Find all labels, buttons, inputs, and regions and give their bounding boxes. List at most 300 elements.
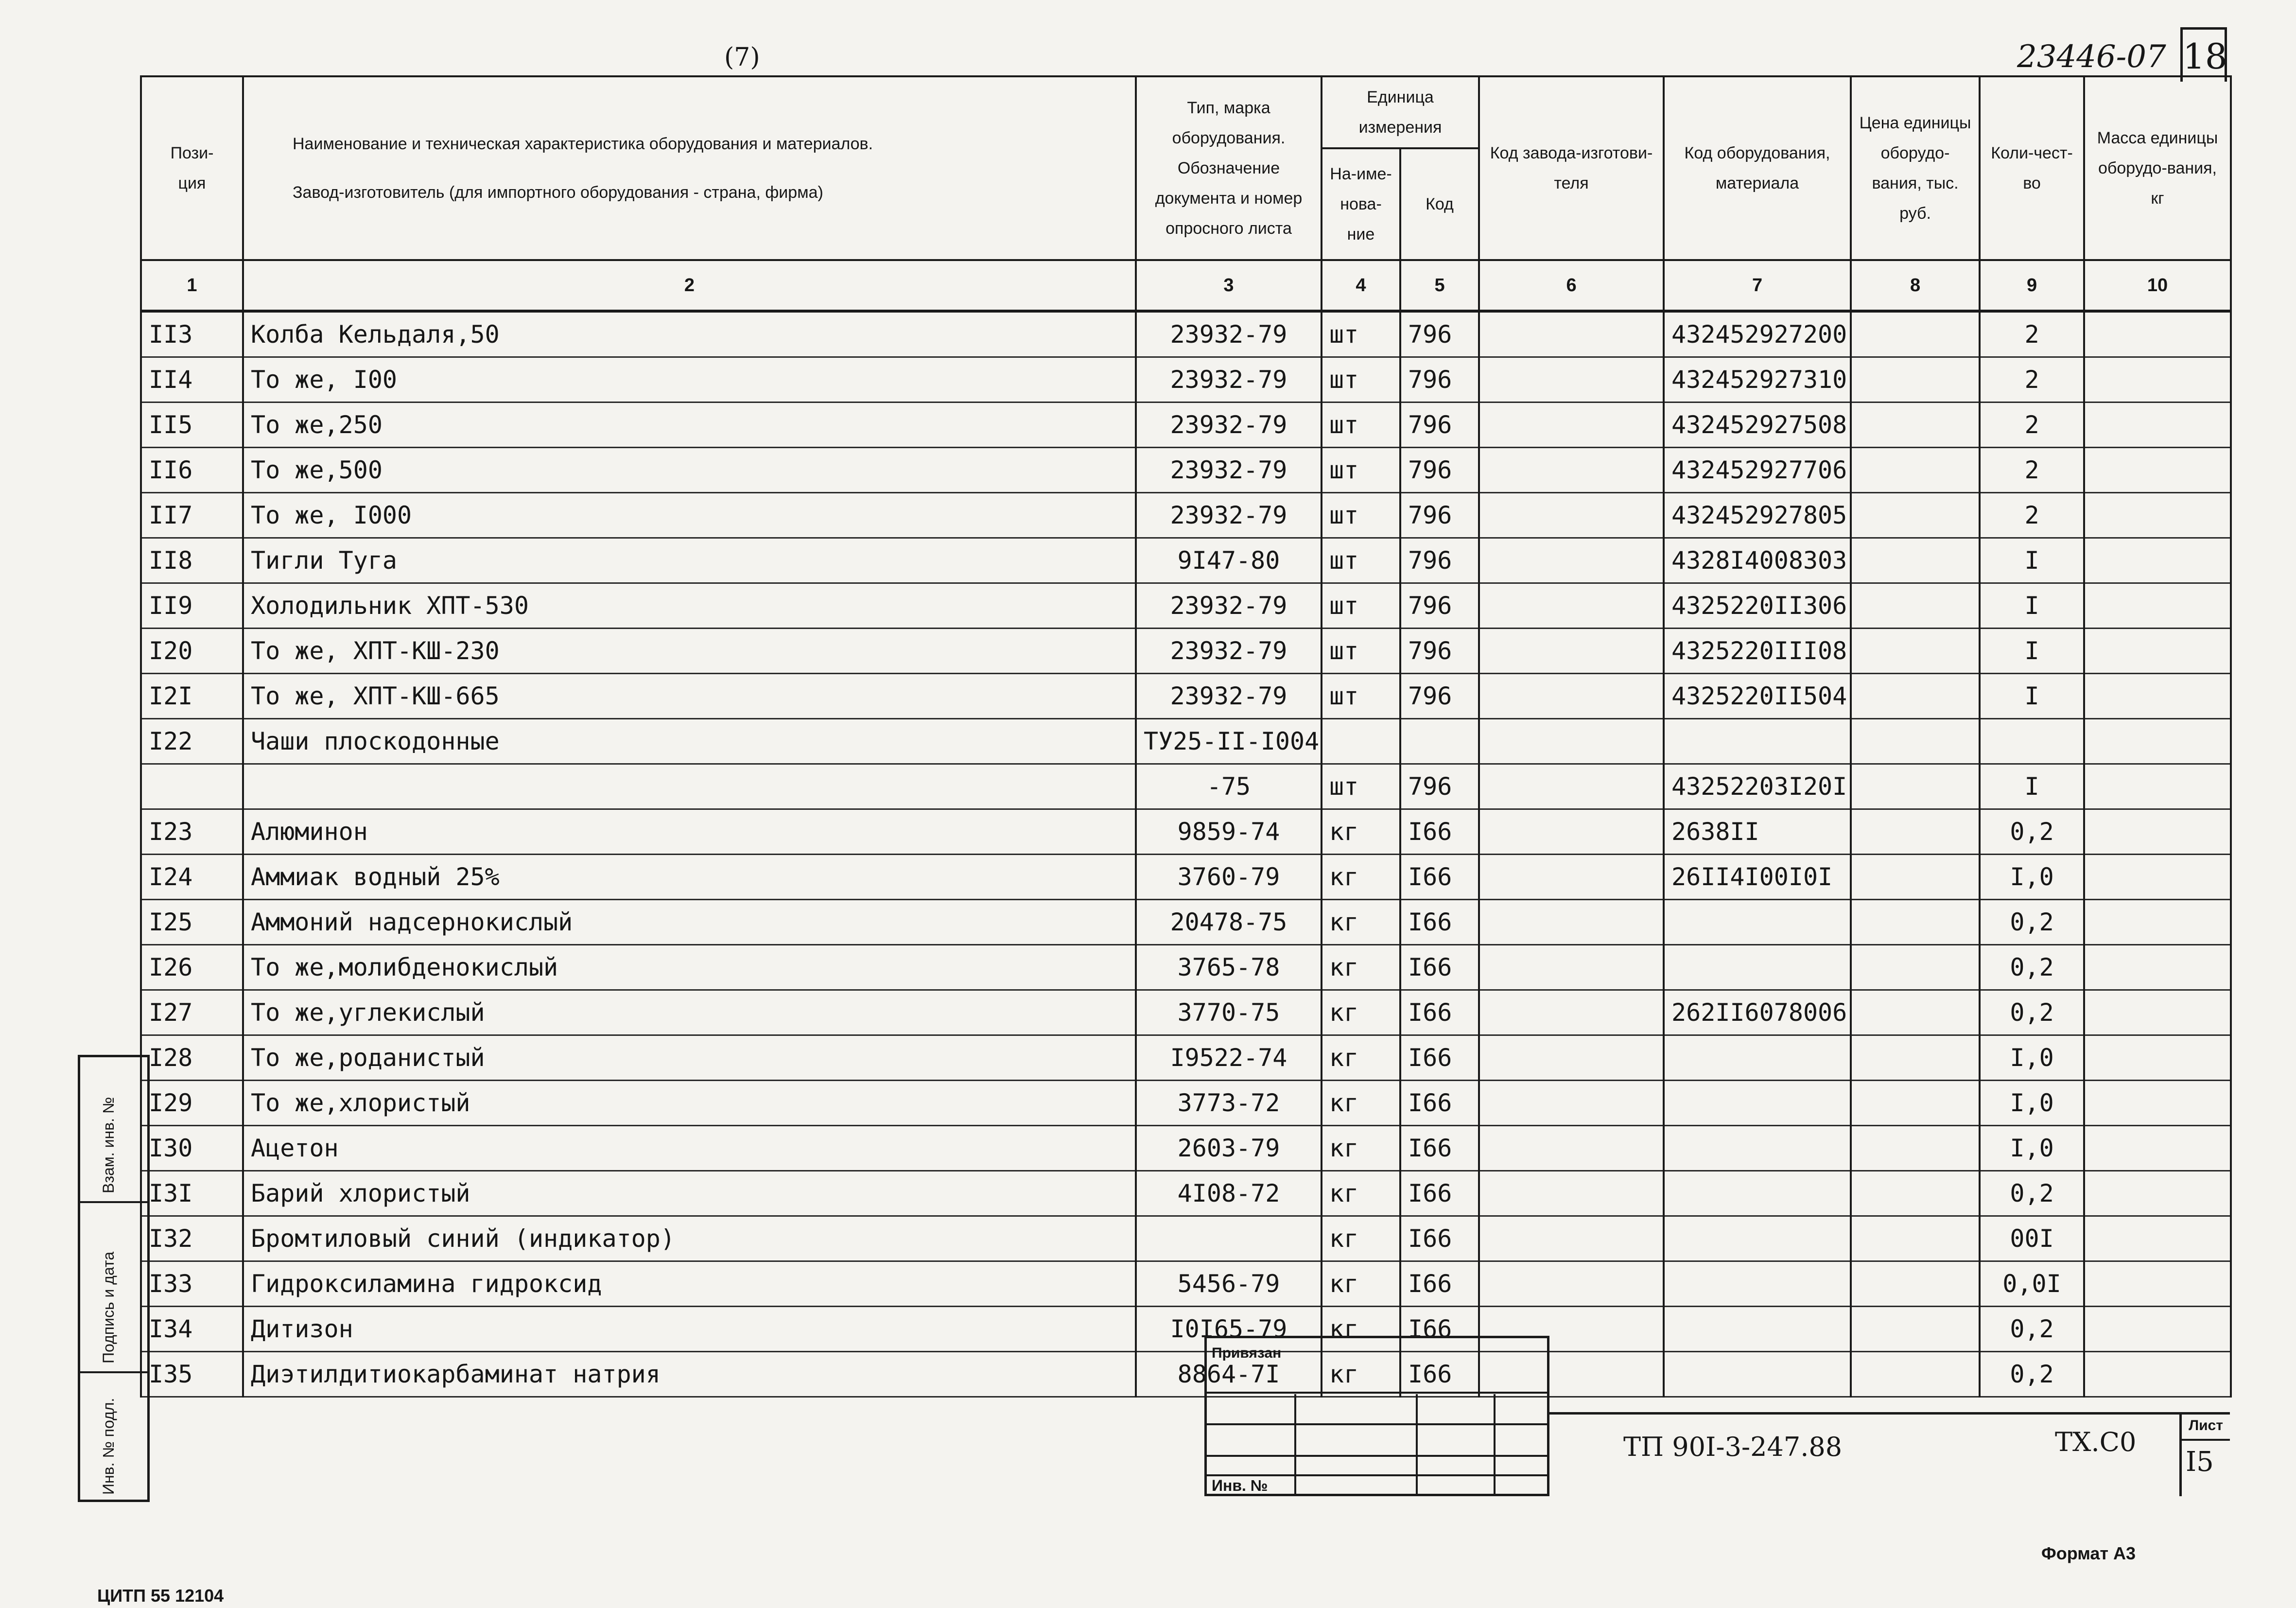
mass-cell [2084,357,2231,402]
equipment-code-cell [1664,1261,1851,1307]
unit-code-cell: 796 [1400,402,1479,448]
equipment-code-cell: 432452927805 [1664,493,1851,538]
mass-cell [2084,1216,2231,1261]
table-row [141,1216,2231,1261]
column-header-price: Цена единицы оборудо-вания, тыс. руб. [1851,76,1980,260]
mass-cell [2084,402,2231,448]
price-cell [1851,855,1980,900]
plant-code-cell [1479,583,1664,629]
unit-code-cell: I66 [1400,1171,1479,1216]
equipment-code-cell [1664,1081,1851,1126]
document-cell: 9859-74 [1136,809,1322,855]
document-cell: 2603-79 [1136,1126,1322,1171]
column-number: 2 [243,260,1136,311]
column-number: 3 [1136,260,1322,311]
document-cell: 23932-79 [1136,402,1322,448]
table-row [141,629,2231,674]
document-cell: -75 [1136,764,1322,809]
position-cell: I23 [141,809,243,855]
stamp-label-replaced-inv: Взам. инв. № [100,1097,117,1193]
unit-name-cell: кг [1322,900,1400,945]
mass-cell [2084,1126,2231,1171]
stamp-cell-replaced-inv [80,1057,147,1203]
price-cell [1851,583,1980,629]
position-cell: II4 [141,357,243,402]
plant-code-cell [1479,1126,1664,1171]
document-cell: 8864-7I [1136,1352,1322,1397]
equipment-code-cell: 432452927310 [1664,357,1851,402]
quantity-cell: I [1980,538,2084,583]
stamp-label-signature-date: Подпись и дата [100,1251,117,1363]
position-cell: I34 [141,1307,243,1352]
position-cell: I2I [141,674,243,719]
plant-code-cell [1479,629,1664,674]
name-cell: Бромтиловый синий (индикатор) [243,1216,1136,1261]
plant-code-cell [1479,1081,1664,1126]
quantity-cell: I [1980,764,2084,809]
column-header-unit-name: На-име-нова-ние [1322,148,1400,260]
quantity-cell: 0,2 [1980,900,2084,945]
plant-code-cell [1479,900,1664,945]
document-cell [1136,1216,1322,1261]
equipment-code-cell: 262II6078006 [1664,990,1851,1035]
column-header-equipment-code: Код оборудования, материала [1664,76,1851,260]
sheet-number: 18 [2180,27,2227,82]
table-row [141,1126,2231,1171]
unit-code-cell: 796 [1400,764,1479,809]
price-cell [1851,629,1980,674]
column-number: 9 [1980,260,2084,311]
unit-name-cell: шт [1322,674,1400,719]
table-row [141,493,2231,538]
name-cell: То же,молибденокислый [243,945,1136,990]
price-cell [1851,493,1980,538]
equipment-code-cell: 4325220II306 [1664,583,1851,629]
price-cell [1851,1307,1980,1352]
table-row [141,1307,2231,1352]
plant-code-cell [1479,448,1664,493]
document-number: 23446-07 [2017,39,2166,75]
table-row [141,538,2231,583]
quantity-cell: 0,0I [1980,1261,2084,1307]
unit-name-cell: шт [1322,448,1400,493]
table-row [141,990,2231,1035]
column-number: 10 [2084,260,2231,311]
mass-cell [2084,448,2231,493]
mass-cell [2084,583,2231,629]
unit-name-cell: кг [1322,1352,1400,1397]
quantity-cell: 00I [1980,1216,2084,1261]
document-cell: 23932-79 [1136,629,1322,674]
name-cell: То же, I000 [243,493,1136,538]
table-row [141,945,2231,990]
position-cell [141,764,243,809]
unit-name-cell: шт [1322,493,1400,538]
position-cell: I20 [141,629,243,674]
equipment-code-cell [1664,1307,1851,1352]
name-cell: Дитизон [243,1307,1136,1352]
position-cell: II6 [141,448,243,493]
name-cell: То же,хлористый [243,1081,1136,1126]
document-cell: 23932-79 [1136,493,1322,538]
equipment-code-cell [1664,1171,1851,1216]
column-header-mass: Масса единицы оборудо-вания, кг [2084,76,2231,260]
mass-cell [2084,1081,2231,1126]
unit-code-cell: I66 [1400,945,1479,990]
unit-name-cell: кг [1322,855,1400,900]
price-cell [1851,357,1980,402]
unit-code-cell: I66 [1400,900,1479,945]
position-cell: I29 [141,1081,243,1126]
price-cell [1851,990,1980,1035]
unit-name-cell: шт [1322,629,1400,674]
quantity-cell: 2 [1980,357,2084,402]
position-cell: I25 [141,900,243,945]
position-cell: II3 [141,311,243,357]
position-cell: I24 [141,855,243,900]
column-number: 1 [141,260,243,311]
left-approval-stamp [78,1055,150,1502]
mass-cell [2084,945,2231,990]
table-row [141,855,2231,900]
unit-name-cell: шт [1322,357,1400,402]
name-cell: То же,250 [243,402,1136,448]
column-header-quantity: Коли-чест-во [1980,76,2084,260]
table-row [141,1171,2231,1216]
document-cell: ТУ25-II-I004 [1136,719,1322,764]
plant-code-cell [1479,764,1664,809]
price-cell [1851,809,1980,855]
position-cell: II5 [141,402,243,448]
column-header-unit: Единица измерения [1322,76,1479,148]
unit-name-cell: шт [1322,402,1400,448]
unit-code-cell: I66 [1400,1261,1479,1307]
equipment-code-cell: 43252203I20I [1664,764,1851,809]
name-cell: Диэтилдитиокарбаминат натрия [243,1352,1136,1397]
column-header-type-doc: Тип, марка оборудования. Обозначение документа и номер опросного листа [1136,76,1322,260]
unit-name-cell: кг [1322,945,1400,990]
unit-name-cell: кг [1322,1171,1400,1216]
plant-code-cell [1479,674,1664,719]
document-cell: 23932-79 [1136,674,1322,719]
unit-code-cell: I66 [1400,990,1479,1035]
equipment-code-cell: 4325220III08 [1664,629,1851,674]
unit-code-cell: I66 [1400,1081,1479,1126]
plant-code-cell [1479,719,1664,764]
position-cell: II7 [141,493,243,538]
plant-code-cell [1479,1216,1664,1261]
mass-cell [2084,1171,2231,1216]
table-row [141,357,2231,402]
quantity-cell: I,0 [1980,1035,2084,1081]
stamp-label-original-inv: Инв. № подл. [100,1398,117,1495]
name-cell: Алюминон [243,809,1136,855]
sheet-box-value: I5 [2186,1446,2214,1478]
position-cell: I35 [141,1352,243,1397]
unit-code-cell: I66 [1400,1352,1479,1397]
quantity-cell: 0,2 [1980,990,2084,1035]
specification-table [140,75,2232,1398]
name-cell: Аммоний надсернокислый [243,900,1136,945]
column-header-plant-code: Код завода-изготови-теля [1479,76,1664,260]
unit-code-cell: I66 [1400,1035,1479,1081]
plant-code-cell [1479,538,1664,583]
plant-code-cell [1479,809,1664,855]
name-cell: Холодильник ХПТ-530 [243,583,1136,629]
price-cell [1851,1171,1980,1216]
unit-name-cell: кг [1322,1126,1400,1171]
price-cell [1851,538,1980,583]
name-cell: То же,роданистый [243,1035,1136,1081]
document-cell: 20478-75 [1136,900,1322,945]
table-row [141,1352,2231,1397]
unit-code-cell: 796 [1400,357,1479,402]
table-row [141,1035,2231,1081]
table-row [141,900,2231,945]
equipment-code-cell: 432452927706 [1664,448,1851,493]
name-cell: Барий хлористый [243,1171,1136,1216]
quantity-cell: I,0 [1980,1126,2084,1171]
document-cell: 9I47-80 [1136,538,1322,583]
unit-name-cell: кг [1322,809,1400,855]
quantity-cell: I [1980,674,2084,719]
binding-label: Привязан [1212,1345,1282,1361]
document-cell: 23932-79 [1136,448,1322,493]
name-cell: Тигли Туга [243,538,1136,583]
section-code: ТХ.С0 [2055,1427,2137,1457]
price-cell [1851,1035,1980,1081]
name-cell: Ацетон [243,1126,1136,1171]
position-cell: I26 [141,945,243,990]
mass-cell [2084,493,2231,538]
mass-cell [2084,1352,2231,1397]
position-cell: I30 [141,1126,243,1171]
unit-code-cell [1400,719,1479,764]
table-row [141,674,2231,719]
quantity-cell: I [1980,583,2084,629]
mass-cell [2084,1035,2231,1081]
quantity-cell: I [1980,629,2084,674]
page-label: (7) [724,43,760,72]
plant-code-cell [1479,493,1664,538]
unit-name-cell: шт [1322,764,1400,809]
document-cell: I9522-74 [1136,1035,1322,1081]
unit-code-cell: I66 [1400,809,1479,855]
column-header-unit-code: Код [1400,148,1479,260]
price-cell [1851,448,1980,493]
mass-cell [2084,855,2231,900]
binding-inventory-label: Инв. № [1212,1477,1268,1494]
document-cell: 23932-79 [1136,311,1322,357]
unit-name-cell: кг [1322,1216,1400,1261]
equipment-code-cell: 432452927200 [1664,311,1851,357]
document-cell: 3765-78 [1136,945,1322,990]
equipment-code-cell [1664,900,1851,945]
equipment-code-cell: 4325220II504 [1664,674,1851,719]
mass-cell [2084,990,2231,1035]
unit-code-cell: 796 [1400,538,1479,583]
mass-cell [2084,1261,2231,1307]
document-cell: 3770-75 [1136,990,1322,1035]
plant-code-cell [1479,1035,1664,1081]
plant-code-cell [1479,311,1664,357]
project-code: ТП 90I-3-247.88 [1623,1432,1843,1462]
plant-code-cell [1479,1171,1664,1216]
quantity-cell [1980,719,2084,764]
unit-code-cell: 796 [1400,448,1479,493]
name-cell: То же,углекислый [243,990,1136,1035]
name-cell: Аммиак водный 25% [243,855,1136,900]
sheet-box-label: Лист [2182,1412,2230,1441]
table-row [141,448,2231,493]
document-cell: 5456-79 [1136,1261,1322,1307]
table-row [141,1081,2231,1126]
plant-code-cell [1479,1261,1664,1307]
document-cell: I0I65-79 [1136,1307,1322,1352]
name-cell: Колба Кельдаля,50 [243,311,1136,357]
unit-name-cell: кг [1322,1307,1400,1352]
equipment-code-cell [1664,1035,1851,1081]
quantity-cell: 0,2 [1980,1352,2084,1397]
unit-code-cell: 796 [1400,674,1479,719]
table-row [141,764,2231,809]
document-cell: 23932-79 [1136,357,1322,402]
price-cell [1851,1352,1980,1397]
price-cell [1851,1216,1980,1261]
equipment-code-cell: 432452927508 [1664,402,1851,448]
quantity-cell: 0,2 [1980,1307,2084,1352]
document-cell: 23932-79 [1136,583,1322,629]
quantity-cell: 2 [1980,311,2084,357]
unit-name-cell: шт [1322,583,1400,629]
price-cell [1851,402,1980,448]
paper-format: Формат А3 [2041,1543,2136,1563]
table-row [141,809,2231,855]
price-cell [1851,945,1980,990]
column-header-name: Наименование и техническая характеристика оборудования и материалов. Завод-изготовитель (для импортного оборудования - страна, фирма) [243,76,1136,260]
plant-code-cell [1479,990,1664,1035]
name-cell: Чаши плоскодонные [243,719,1136,764]
price-cell [1851,719,1980,764]
unit-name-cell: кг [1322,1261,1400,1307]
quantity-cell: I,0 [1980,855,2084,900]
price-cell [1851,674,1980,719]
unit-code-cell: I66 [1400,1126,1479,1171]
mass-cell [2084,719,2231,764]
unit-code-cell: 796 [1400,629,1479,674]
equipment-code-cell [1664,1216,1851,1261]
unit-code-cell: I66 [1400,1307,1479,1352]
position-cell: I33 [141,1261,243,1307]
position-cell: I27 [141,990,243,1035]
mass-cell [2084,674,2231,719]
mass-cell [2084,538,2231,583]
position-cell: II8 [141,538,243,583]
table-row [141,1261,2231,1307]
mass-cell [2084,764,2231,809]
unit-code-cell: I66 [1400,1216,1479,1261]
position-cell: I28 [141,1035,243,1081]
column-number: 8 [1851,260,1980,311]
plant-code-cell [1479,357,1664,402]
mass-cell [2084,900,2231,945]
stamp-cell-original-inv [80,1373,147,1502]
price-cell [1851,1081,1980,1126]
unit-code-cell: 796 [1400,493,1479,538]
name-cell: То же,500 [243,448,1136,493]
equipment-code-cell: 26II4I00I0I [1664,855,1851,900]
plant-code-cell [1479,945,1664,990]
column-number: 4 [1322,260,1400,311]
document-cell: 3760-79 [1136,855,1322,900]
price-cell [1851,900,1980,945]
column-number: 5 [1400,260,1479,311]
document-cell: 3773-72 [1136,1081,1322,1126]
unit-code-cell: 796 [1400,311,1479,357]
quantity-cell: 0,2 [1980,945,2084,990]
name-cell: Гидроксиламина гидроксид [243,1261,1136,1307]
mass-cell [2084,629,2231,674]
name-cell [243,764,1136,809]
unit-code-cell: I66 [1400,855,1479,900]
column-number: 6 [1479,260,1664,311]
sheet-box [2179,1412,2230,1496]
quantity-cell: 2 [1980,493,2084,538]
position-cell: I3I [141,1171,243,1216]
column-header-position: Пози- ция [141,76,243,260]
position-cell: I22 [141,719,243,764]
quantity-cell: 0,2 [1980,809,2084,855]
price-cell [1851,1126,1980,1171]
price-cell [1851,311,1980,357]
name-cell: То же, ХПТ-КШ-230 [243,629,1136,674]
table-row [141,402,2231,448]
unit-name-cell: кг [1322,1081,1400,1126]
column-number: 7 [1664,260,1851,311]
quantity-cell: 2 [1980,402,2084,448]
print-marker: ЦИТП 55 12104 [97,1586,224,1606]
price-cell [1851,764,1980,809]
table-row [141,719,2231,764]
equipment-code-cell [1664,945,1851,990]
mass-cell [2084,311,2231,357]
name-cell: То же, I00 [243,357,1136,402]
equipment-code-cell: 4328I4008303 [1664,538,1851,583]
mass-cell [2084,809,2231,855]
quantity-cell: 0,2 [1980,1171,2084,1216]
binding-stamp [1204,1336,1549,1496]
unit-name-cell: кг [1322,1035,1400,1081]
document-cell: 4I08-72 [1136,1171,1322,1216]
equipment-code-cell [1664,1352,1851,1397]
unit-name-cell: шт [1322,311,1400,357]
position-cell: I32 [141,1216,243,1261]
unit-name-cell: шт [1322,538,1400,583]
table-row [141,311,2231,357]
name-cell: То же, ХПТ-КШ-665 [243,674,1136,719]
quantity-cell: 2 [1980,448,2084,493]
mass-cell [2084,1307,2231,1352]
unit-name-cell [1322,719,1400,764]
position-cell: II9 [141,583,243,629]
price-cell [1851,1261,1980,1307]
equipment-code-cell: 2638II [1664,809,1851,855]
plant-code-cell [1479,855,1664,900]
table-row [141,583,2231,629]
unit-code-cell: 796 [1400,583,1479,629]
equipment-code-cell [1664,1126,1851,1171]
unit-name-cell: кг [1322,990,1400,1035]
